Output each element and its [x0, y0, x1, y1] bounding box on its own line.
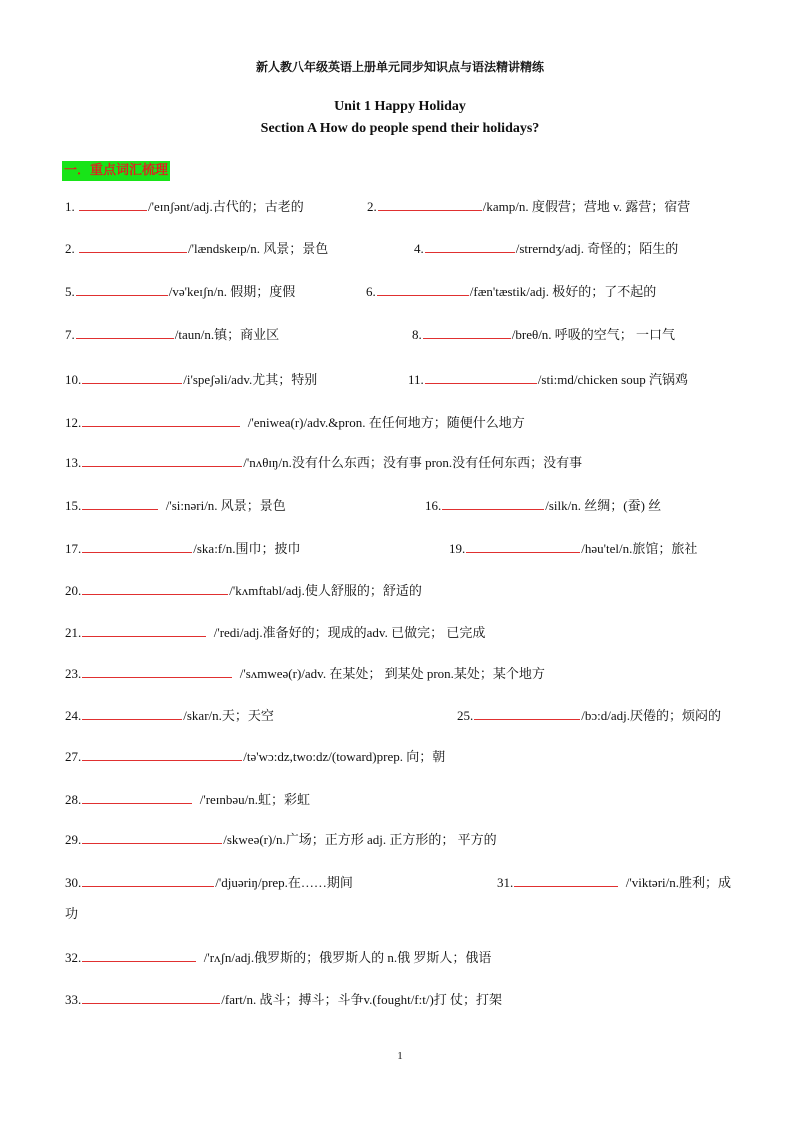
answer-blank[interactable] — [82, 539, 192, 553]
answer-blank[interactable] — [442, 496, 544, 510]
answer-blank[interactable] — [474, 706, 580, 720]
answer-blank[interactable] — [466, 539, 580, 553]
answer-blank[interactable] — [514, 873, 618, 887]
vocab-item: 31. /'viktəri/n.胜利；成 — [497, 875, 732, 890]
vocab-item: 11. /sti:md/chicken soup 汽锅鸡 — [408, 372, 688, 387]
answer-blank[interactable] — [82, 413, 240, 427]
vocab-item: 7. /taun/n.镇；商业区 — [65, 327, 280, 342]
vocab-item: 1. /'eɪnʃənt/adj.古代的；古老的 — [65, 199, 304, 214]
answer-blank[interactable] — [82, 496, 158, 510]
vocab-item: 5. /və'keɪʃn/n. 假期；度假 — [65, 284, 296, 299]
vocab-heading: 一．重点词汇梳理 — [62, 161, 170, 181]
vocab-item: 25. /bɔ:d/adj.厌倦的；烦闷的 — [457, 708, 721, 723]
vocab-item: 20. /'kʌmftabl/adj.使人舒服的；舒适的 — [65, 583, 422, 598]
vocab-item: 2. /kamp/n. 度假营；营地 v. 露营；宿营 — [367, 199, 691, 214]
vocab-item: 28. /'reɪnbəu/n.虹；彩虹 — [65, 792, 311, 807]
document-title: 新人教八年级英语上册单元同步知识点与语法精讲精练 — [255, 60, 544, 74]
answer-blank[interactable] — [82, 664, 232, 678]
vocab-item: 16. /silk/n. 丝绸；(蚕) 丝 — [425, 498, 662, 513]
vocab-item: 12. /'eniwea(r)/adv.&pron. 在任何地方；随便什么地方 — [65, 415, 525, 430]
vocab-item: 15. /'si:nəri/n. 风景；景色 — [65, 498, 286, 513]
vocab-item: 8. /breθ/n. 呼吸的空气； 一口气 — [412, 327, 676, 342]
vocab-item-continuation: 功 — [65, 906, 79, 921]
vocab-item: 29. /skweə(r)/n.广场；正方形 adj. 正方形的； 平方的 — [65, 832, 497, 847]
answer-blank[interactable] — [76, 282, 168, 296]
vocab-item: 4. /strerndʒ/adj. 奇怪的；陌生的 — [414, 241, 679, 256]
vocab-item: 33. /fart/n. 战斗；搏斗；斗争v.(fought/f:t/)打 仗；打架 — [65, 992, 503, 1007]
page-number: 1 — [397, 1050, 403, 1062]
answer-blank[interactable] — [79, 239, 187, 253]
vocab-item: 24. /skar/n.天；天空 — [65, 708, 274, 723]
vocab-item: 6. /fæn'tæstik/adj. 极好的；了不起的 — [366, 284, 657, 299]
vocab-item: 23. /'sʌmweə(r)/adv. 在某处； 到某处 pron.某处；某个地方 — [65, 666, 545, 681]
vocab-item: 21. /'redi/adj.准备好的；现成的adv. 已做完； 已完成 — [65, 625, 486, 640]
answer-blank[interactable] — [423, 325, 511, 339]
vocab-item: 32. /'rʌʃn/adj.俄罗斯的；俄罗斯人的 n.俄 罗斯人；俄语 — [65, 950, 492, 965]
vocab-item: 2. /'lændskeɪp/n. 风景；景色 — [65, 241, 329, 256]
vocab-item: 27. /tə'wɔ:dz,two:dz/(toward)prep. 向；朝 — [65, 749, 446, 764]
vocab-item: 30. /'djuəriŋ/prep.在……期间 — [65, 875, 353, 890]
answer-blank[interactable] — [79, 197, 147, 211]
answer-blank[interactable] — [82, 453, 242, 467]
answer-blank[interactable] — [82, 830, 222, 844]
answer-blank[interactable] — [82, 623, 206, 637]
answer-blank[interactable] — [82, 990, 220, 1004]
answer-blank[interactable] — [82, 706, 182, 720]
answer-blank[interactable] — [76, 325, 174, 339]
answer-blank[interactable] — [82, 370, 182, 384]
answer-blank[interactable] — [82, 948, 196, 962]
answer-blank[interactable] — [425, 239, 515, 253]
vocab-item: 19. /həu'tel/n.旅馆；旅社 — [449, 541, 698, 556]
answer-blank[interactable] — [82, 790, 192, 804]
vocab-item: 13. /'nʌθɪŋ/n.没有什么东西；没有事 pron.没有任何东西；没有事 — [65, 455, 583, 470]
section-title: Section A How do people spend their holidays? — [260, 121, 540, 136]
vocab-item: 10. /i'speʃəli/adv.尤其；特别 — [65, 372, 318, 387]
answer-blank[interactable] — [82, 873, 214, 887]
answer-blank[interactable] — [82, 747, 242, 761]
answer-blank[interactable] — [378, 197, 482, 211]
answer-blank[interactable] — [377, 282, 469, 296]
answer-blank[interactable] — [82, 581, 228, 595]
vocab-item: 17. /ska:f/n.围巾；披巾 — [65, 541, 301, 556]
unit-title: Unit 1 Happy Holiday — [334, 99, 466, 114]
answer-blank[interactable] — [425, 370, 537, 384]
